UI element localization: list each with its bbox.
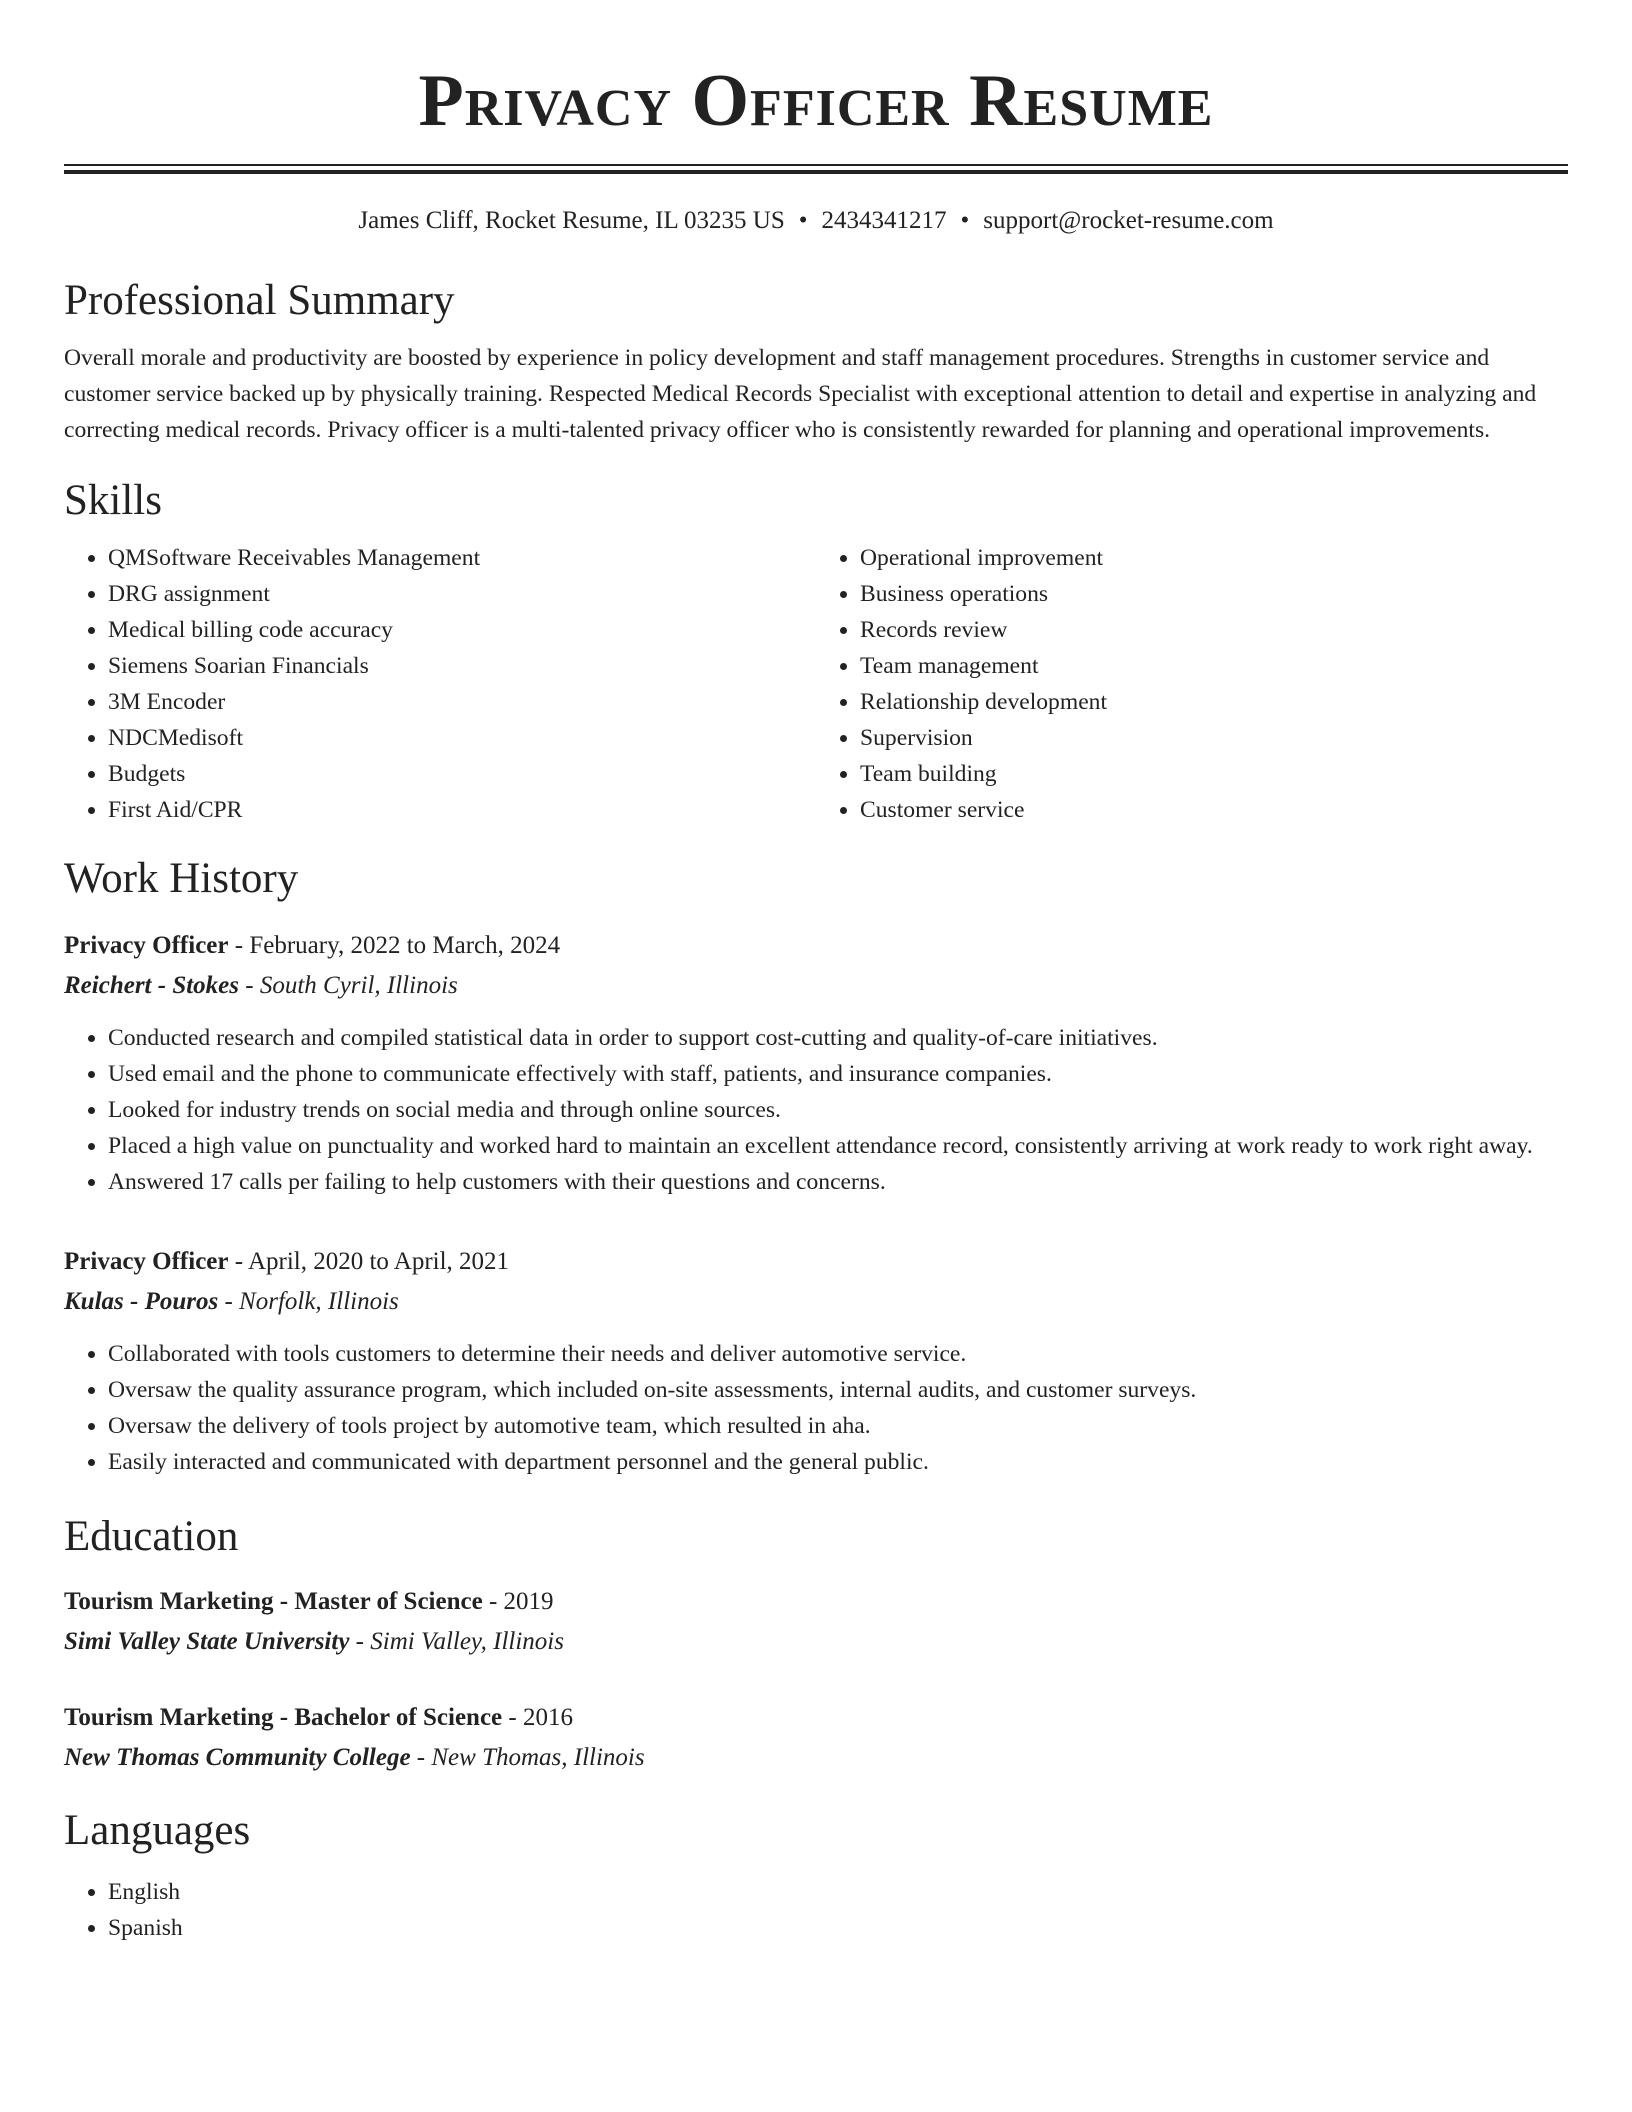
job-location: - South Cyril, Illinois	[239, 972, 458, 999]
languages-list	[64, 1874, 1568, 1946]
skill-item: • Operational improvement	[860, 540, 1568, 576]
education-school-line	[64, 1622, 1568, 1662]
job-location: - Norfolk, Illinois	[218, 1288, 399, 1315]
education-year: - 2019	[482, 1588, 554, 1615]
skill-item: • 3M Encoder	[108, 684, 816, 720]
job-header	[64, 1242, 1568, 1282]
contact-separator: •	[960, 207, 970, 234]
education-degree: Tourism Marketing - Bachelor of Science	[64, 1704, 503, 1731]
contact-address: James Cliff, Rocket Resume, IL 03235 US	[358, 207, 785, 234]
job-company: Kulas - Pouros	[64, 1288, 219, 1315]
skill-item: • Siemens Soarian Financials	[108, 648, 816, 684]
job-bullet: • Used email and the phone to communicate effectively with staff, patients, and insurance companies.	[108, 1056, 1568, 1092]
job-dates: - April, 2020 to April, 2021	[228, 1248, 510, 1275]
contact-phone: 2434341217	[821, 207, 947, 234]
education-school: New Thomas Community College	[64, 1744, 411, 1771]
skill-item: • Relationship development	[860, 684, 1568, 720]
skill-item: • Supervision	[860, 720, 1568, 756]
job-bullet: • Easily interacted and communicated with department personnel and the general public.	[108, 1444, 1568, 1480]
job-bullet: • Answered 17 calls per failing to help customers with their questions and concerns.	[108, 1164, 1568, 1200]
education-school-line	[64, 1738, 1568, 1778]
job-bullets	[64, 1336, 1568, 1480]
education-degree-line	[64, 1582, 1568, 1622]
title-divider	[64, 164, 1568, 174]
summary-heading: Professional Summary	[64, 277, 455, 324]
skills-columns	[64, 540, 1568, 828]
education-degree: Tourism Marketing - Master of Science	[64, 1588, 483, 1615]
language-item: • Spanish	[108, 1910, 1568, 1946]
skill-item: • Team management	[860, 648, 1568, 684]
job-role: Privacy Officer	[64, 932, 229, 959]
education-degree-line	[64, 1698, 1568, 1738]
contact-separator: •	[798, 207, 808, 234]
skill-item: • Budgets	[108, 756, 816, 792]
languages-heading: Languages	[64, 1807, 251, 1854]
contact-line	[64, 204, 1568, 238]
summary-text: Overall morale and productivity are boosted by experience in policy development and staff management procedures. Strengths in customer service and customer service backed up by physically training. Respected Medical Records Specialist with exceptional attention to detail and expertise in analyzing and correcting medical records. Privacy officer is a multi-talented privacy officer who is consistently rewarded for planning and operational improvements.	[64, 345, 1537, 443]
job-employer	[64, 966, 1568, 1006]
job-dates: - February, 2022 to March, 2024	[228, 932, 561, 959]
education-location: - Simi Valley, Illinois	[349, 1628, 564, 1655]
skill-item: • Records review	[860, 612, 1568, 648]
job-role: Privacy Officer	[64, 1248, 229, 1275]
education-location: - New Thomas, Illinois	[410, 1744, 645, 1771]
job-bullet: • Oversaw the delivery of tools project by automotive team, which resulted in aha.	[108, 1408, 1568, 1444]
language-item: • English	[108, 1874, 1568, 1910]
education-heading: Education	[64, 1513, 239, 1560]
skill-item: • Team building	[860, 756, 1568, 792]
job-bullet: • Conducted research and compiled statistical data in order to support cost-cutting and quality-of-care initiatives.	[108, 1020, 1568, 1056]
job-company: Reichert - Stokes	[64, 972, 239, 999]
skills-left-list	[64, 540, 816, 828]
job-bullet: • Collaborated with tools customers to determine their needs and deliver automotive service.	[108, 1336, 1568, 1372]
skill-item: • Medical billing code accuracy	[108, 612, 816, 648]
skills-right-list	[816, 540, 1568, 828]
work-history-heading: Work History	[64, 855, 299, 902]
skill-item: • QMSoftware Receivables Management	[108, 540, 816, 576]
job-bullet: • Oversaw the quality assurance program, which included on-site assessments, internal audits, and customer surveys.	[108, 1372, 1568, 1408]
contact-email[interactable]: support@rocket-resume.com	[983, 207, 1274, 234]
job-employer	[64, 1282, 1568, 1322]
job-header	[64, 926, 1568, 966]
skill-item: • NDCMedisoft	[108, 720, 816, 756]
education-school: Simi Valley State University	[64, 1628, 350, 1655]
education-entry	[64, 1698, 1568, 1778]
skill-item: • Business operations	[860, 576, 1568, 612]
job-bullet: • Looked for industry trends on social media and through online sources.	[108, 1092, 1568, 1128]
skill-item: • DRG assignment	[108, 576, 816, 612]
job-entry	[64, 1242, 1568, 1480]
job-entry	[64, 926, 1568, 1200]
skill-item: • Customer service	[860, 792, 1568, 828]
page-title: Privacy Officer Resume	[418, 60, 1214, 142]
education-year: - 2016	[502, 1704, 573, 1731]
job-bullet: • Placed a high value on punctuality and worked hard to maintain an excellent attendance record, consistently arriving at work ready to work right away.	[108, 1128, 1568, 1164]
job-bullets	[64, 1020, 1568, 1200]
skills-heading: Skills	[64, 477, 162, 524]
education-entry	[64, 1582, 1568, 1662]
skill-item: • First Aid/CPR	[108, 792, 816, 828]
